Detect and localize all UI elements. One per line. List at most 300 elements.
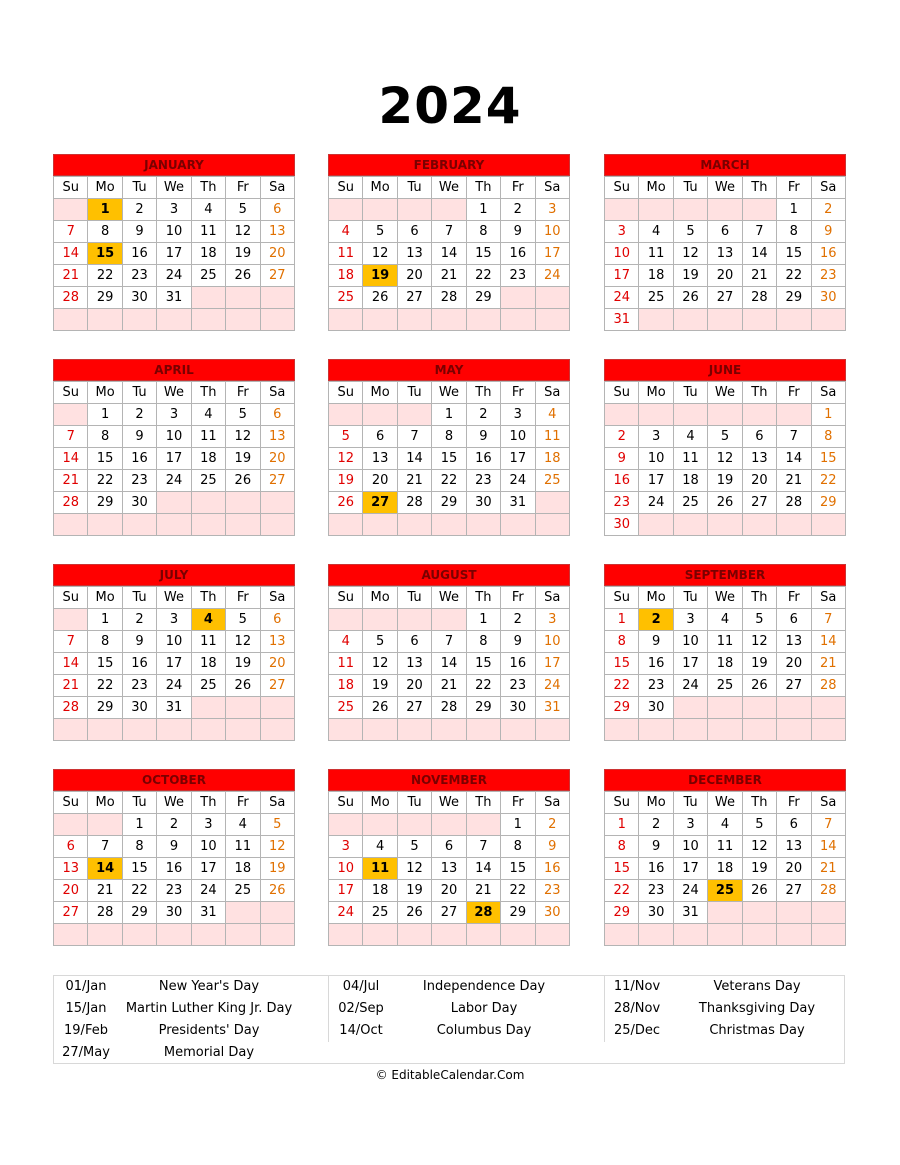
- weekday-header: Th: [191, 792, 225, 814]
- day-cell: 22: [88, 265, 122, 287]
- day-cell: 15: [605, 858, 639, 880]
- empty-day-cell: [54, 719, 88, 741]
- day-cell: 15: [88, 448, 122, 470]
- day-cell: 31: [535, 697, 569, 719]
- day-cell: 28: [432, 287, 466, 309]
- empty-day-cell: [742, 924, 776, 946]
- day-cell: 27: [777, 675, 811, 697]
- day-cell: 15: [501, 858, 535, 880]
- day-cell: 18: [191, 243, 225, 265]
- day-cell: 16: [122, 243, 156, 265]
- day-cell: 1: [122, 814, 156, 836]
- day-cell: 11: [329, 243, 363, 265]
- day-cell: 6: [777, 609, 811, 631]
- day-cell: 6: [777, 814, 811, 836]
- day-cell: 23: [501, 675, 535, 697]
- day-cell: 20: [260, 243, 294, 265]
- day-cell: 30: [122, 697, 156, 719]
- day-cell: 21: [54, 675, 88, 697]
- day-cell: 2: [122, 404, 156, 426]
- weekday-header: Fr: [226, 587, 260, 609]
- month-header: JUNE: [604, 359, 846, 381]
- empty-day-cell: [432, 814, 466, 836]
- holiday-name: Independence Day: [422, 979, 546, 994]
- day-cell: 16: [122, 653, 156, 675]
- day-cell: 4: [191, 404, 225, 426]
- holiday-day-cell: 2: [639, 609, 673, 631]
- day-cell: 12: [226, 221, 260, 243]
- empty-day-cell: [88, 924, 122, 946]
- day-cell: 16: [811, 243, 845, 265]
- day-cell: 3: [329, 836, 363, 858]
- day-cell: 9: [535, 836, 569, 858]
- weekday-header: Mo: [88, 587, 122, 609]
- day-cell: 12: [708, 448, 742, 470]
- day-cell: 19: [742, 858, 776, 880]
- month-header: JULY: [53, 564, 295, 586]
- empty-day-cell: [501, 309, 535, 331]
- empty-day-cell: [811, 902, 845, 924]
- day-cell: 17: [191, 858, 225, 880]
- day-cell: 25: [535, 470, 569, 492]
- weekday-header: Tu: [122, 792, 156, 814]
- day-cell: 20: [397, 265, 431, 287]
- empty-day-cell: [535, 924, 569, 946]
- empty-day-cell: [466, 719, 500, 741]
- weekday-header: Su: [329, 382, 363, 404]
- day-cell: 10: [605, 243, 639, 265]
- empty-day-cell: [639, 309, 673, 331]
- day-cell: 4: [639, 221, 673, 243]
- weekday-header: Su: [605, 177, 639, 199]
- day-cell: 28: [88, 902, 122, 924]
- holiday-name: Columbus Day: [436, 1023, 532, 1038]
- weekday-header: Tu: [397, 792, 431, 814]
- day-cell: 4: [708, 609, 742, 631]
- empty-day-cell: [432, 514, 466, 536]
- weekday-header: We: [432, 792, 466, 814]
- day-cell: 17: [673, 653, 707, 675]
- weekday-header: Su: [605, 587, 639, 609]
- empty-day-cell: [708, 719, 742, 741]
- day-cell: 14: [811, 836, 845, 858]
- weekday-header: Mo: [363, 177, 397, 199]
- day-cell: 2: [157, 814, 191, 836]
- empty-day-cell: [191, 287, 225, 309]
- weekday-header: We: [708, 587, 742, 609]
- day-cell: 16: [466, 448, 500, 470]
- day-cell: 17: [535, 243, 569, 265]
- day-cell: 14: [54, 448, 88, 470]
- month-june: [604, 359, 846, 536]
- holiday-row: [54, 998, 294, 1020]
- day-cell: 5: [742, 814, 776, 836]
- day-cell: 29: [432, 492, 466, 514]
- empty-day-cell: [260, 492, 294, 514]
- empty-day-cell: [432, 199, 466, 221]
- empty-day-cell: [708, 902, 742, 924]
- empty-day-cell: [397, 609, 431, 631]
- day-cell: 7: [742, 221, 776, 243]
- weekday-header: Fr: [777, 177, 811, 199]
- empty-day-cell: [466, 814, 500, 836]
- day-cell: 18: [535, 448, 569, 470]
- day-cell: 10: [535, 221, 569, 243]
- day-cell: 7: [54, 631, 88, 653]
- day-cell: 26: [226, 265, 260, 287]
- day-cell: 5: [226, 609, 260, 631]
- holiday-column: [329, 976, 569, 1065]
- month-header: MAY: [328, 359, 570, 381]
- empty-day-cell: [363, 514, 397, 536]
- weekday-header: Th: [742, 177, 776, 199]
- holiday-name: Presidents' Day: [158, 1023, 260, 1038]
- day-cell: 24: [535, 265, 569, 287]
- weekday-header: Th: [191, 382, 225, 404]
- day-cell: 19: [708, 470, 742, 492]
- holiday-row: [605, 1020, 845, 1042]
- day-cell: 11: [708, 631, 742, 653]
- day-cell: 9: [811, 221, 845, 243]
- day-cell: 5: [226, 404, 260, 426]
- weekday-header: Tu: [397, 177, 431, 199]
- weekday-header: Sa: [811, 382, 845, 404]
- day-cell: 1: [501, 814, 535, 836]
- weekday-header: Sa: [535, 792, 569, 814]
- day-cell: 8: [88, 426, 122, 448]
- day-cell: 16: [605, 470, 639, 492]
- empty-day-cell: [811, 719, 845, 741]
- month-march: [604, 154, 846, 331]
- day-cell: 7: [811, 609, 845, 631]
- day-cell: 24: [639, 492, 673, 514]
- day-cell: 31: [501, 492, 535, 514]
- day-cell: 29: [605, 902, 639, 924]
- month-april: [53, 359, 295, 536]
- weekday-header: Su: [329, 792, 363, 814]
- empty-day-cell: [122, 719, 156, 741]
- empty-day-cell: [639, 199, 673, 221]
- weekday-header: Fr: [501, 382, 535, 404]
- day-cell: 31: [605, 309, 639, 331]
- day-cell: 5: [708, 426, 742, 448]
- empty-day-cell: [54, 609, 88, 631]
- empty-day-cell: [501, 924, 535, 946]
- holiday-row: [54, 1042, 294, 1064]
- day-cell: 31: [157, 287, 191, 309]
- empty-day-cell: [742, 697, 776, 719]
- day-cell: 23: [639, 675, 673, 697]
- day-cell: 28: [811, 675, 845, 697]
- day-cell: 3: [157, 404, 191, 426]
- weekday-header: Th: [466, 587, 500, 609]
- weekday-header: Su: [605, 792, 639, 814]
- holiday-name: Christmas Day: [709, 1023, 805, 1038]
- weekday-header: Tu: [673, 587, 707, 609]
- day-cell: 18: [191, 653, 225, 675]
- day-cell: 8: [811, 426, 845, 448]
- day-cell: 16: [122, 448, 156, 470]
- month-august: [328, 564, 570, 741]
- day-cell: 19: [260, 858, 294, 880]
- day-cell: 5: [260, 814, 294, 836]
- day-cell: 21: [54, 470, 88, 492]
- empty-day-cell: [363, 404, 397, 426]
- day-cell: 25: [708, 675, 742, 697]
- weekday-header: Sa: [535, 177, 569, 199]
- holiday-date: 15/Jan: [65, 1001, 107, 1016]
- day-cell: 30: [639, 902, 673, 924]
- weekday-header: Th: [191, 587, 225, 609]
- empty-day-cell: [397, 719, 431, 741]
- weekday-header: Sa: [811, 587, 845, 609]
- day-cell: 13: [260, 221, 294, 243]
- holiday-name: Martin Luther King Jr. Day: [125, 1001, 293, 1016]
- weekday-header: Tu: [673, 382, 707, 404]
- empty-day-cell: [157, 924, 191, 946]
- day-cell: 3: [501, 404, 535, 426]
- day-cell: 6: [260, 404, 294, 426]
- day-cell: 23: [122, 675, 156, 697]
- day-cell: 10: [673, 836, 707, 858]
- day-cell: 9: [122, 631, 156, 653]
- day-cell: 22: [605, 675, 639, 697]
- day-cell: 15: [811, 448, 845, 470]
- empty-day-cell: [260, 309, 294, 331]
- day-cell: 2: [122, 199, 156, 221]
- empty-day-cell: [157, 514, 191, 536]
- day-cell: 28: [777, 492, 811, 514]
- day-cell: 24: [535, 675, 569, 697]
- day-cell: 16: [501, 243, 535, 265]
- holiday-day-cell: 19: [363, 265, 397, 287]
- weekday-header: Su: [54, 382, 88, 404]
- day-cell: 29: [466, 287, 500, 309]
- holiday-day-cell: 15: [88, 243, 122, 265]
- day-cell: 5: [363, 631, 397, 653]
- day-cell: 5: [226, 199, 260, 221]
- day-cell: 12: [742, 836, 776, 858]
- day-cell: 12: [226, 631, 260, 653]
- empty-day-cell: [329, 199, 363, 221]
- empty-day-cell: [777, 514, 811, 536]
- holiday-day-cell: 14: [88, 858, 122, 880]
- day-cell: 24: [605, 287, 639, 309]
- day-cell: 17: [157, 243, 191, 265]
- page-title: 2024: [378, 77, 522, 135]
- day-cell: 13: [742, 448, 776, 470]
- day-cell: 29: [777, 287, 811, 309]
- day-cell: 12: [329, 448, 363, 470]
- empty-day-cell: [673, 719, 707, 741]
- day-cell: 16: [639, 653, 673, 675]
- empty-day-cell: [742, 719, 776, 741]
- empty-day-cell: [260, 514, 294, 536]
- empty-day-cell: [191, 697, 225, 719]
- empty-day-cell: [777, 404, 811, 426]
- empty-day-cell: [54, 924, 88, 946]
- day-cell: 20: [742, 470, 776, 492]
- day-cell: 10: [157, 631, 191, 653]
- day-cell: 11: [226, 836, 260, 858]
- day-cell: 8: [88, 631, 122, 653]
- weekday-header: Su: [54, 792, 88, 814]
- day-cell: 4: [329, 631, 363, 653]
- day-cell: 18: [708, 858, 742, 880]
- weekday-header: Sa: [260, 792, 294, 814]
- day-cell: 6: [708, 221, 742, 243]
- day-cell: 18: [673, 470, 707, 492]
- day-cell: 2: [501, 609, 535, 631]
- day-cell: 12: [742, 631, 776, 653]
- day-cell: 25: [191, 675, 225, 697]
- holiday-row: [54, 1020, 294, 1042]
- day-cell: 2: [122, 609, 156, 631]
- day-cell: 9: [639, 631, 673, 653]
- weekday-header: Fr: [501, 177, 535, 199]
- day-cell: 25: [639, 287, 673, 309]
- day-cell: 2: [639, 814, 673, 836]
- column-divider: [328, 976, 329, 1042]
- day-cell: 6: [54, 836, 88, 858]
- weekday-header: Tu: [673, 792, 707, 814]
- month-header: NOVEMBER: [328, 769, 570, 791]
- day-cell: 8: [605, 836, 639, 858]
- holiday-day-cell: 4: [191, 609, 225, 631]
- holiday-date: 11/Nov: [613, 979, 661, 994]
- weekday-header: We: [157, 382, 191, 404]
- day-cell: 10: [329, 858, 363, 880]
- weekday-header: Mo: [88, 792, 122, 814]
- empty-day-cell: [329, 719, 363, 741]
- holiday-list: [53, 975, 845, 1064]
- day-cell: 31: [157, 697, 191, 719]
- day-cell: 15: [432, 448, 466, 470]
- day-cell: 24: [329, 902, 363, 924]
- empty-day-cell: [432, 309, 466, 331]
- day-cell: 14: [54, 653, 88, 675]
- empty-day-cell: [742, 902, 776, 924]
- weekday-header: Mo: [88, 177, 122, 199]
- day-cell: 5: [329, 426, 363, 448]
- month-october: [53, 769, 295, 946]
- weekday-header: Mo: [363, 587, 397, 609]
- holiday-date: 27/May: [62, 1045, 110, 1060]
- day-cell: 14: [811, 631, 845, 653]
- empty-day-cell: [397, 199, 431, 221]
- day-cell: 8: [88, 221, 122, 243]
- day-cell: 6: [397, 631, 431, 653]
- month-september: [604, 564, 846, 741]
- day-cell: 25: [329, 287, 363, 309]
- empty-day-cell: [54, 309, 88, 331]
- day-cell: 4: [708, 814, 742, 836]
- weekday-header: Su: [329, 177, 363, 199]
- day-cell: 8: [501, 836, 535, 858]
- day-cell: 1: [605, 609, 639, 631]
- day-cell: 2: [501, 199, 535, 221]
- weekday-header: Su: [329, 587, 363, 609]
- day-cell: 4: [329, 221, 363, 243]
- empty-day-cell: [122, 309, 156, 331]
- day-cell: 2: [605, 426, 639, 448]
- empty-day-cell: [329, 814, 363, 836]
- day-cell: 21: [777, 470, 811, 492]
- day-cell: 27: [777, 880, 811, 902]
- empty-day-cell: [157, 719, 191, 741]
- weekday-header: We: [432, 382, 466, 404]
- day-cell: 23: [605, 492, 639, 514]
- day-cell: 27: [708, 287, 742, 309]
- day-cell: 12: [226, 426, 260, 448]
- day-cell: 23: [122, 470, 156, 492]
- day-cell: 21: [432, 675, 466, 697]
- day-cell: 7: [777, 426, 811, 448]
- day-cell: 13: [260, 426, 294, 448]
- weekday-header: Mo: [639, 177, 673, 199]
- holiday-name: Memorial Day: [163, 1045, 255, 1060]
- empty-day-cell: [363, 924, 397, 946]
- day-cell: 12: [260, 836, 294, 858]
- empty-day-cell: [88, 814, 122, 836]
- day-cell: 26: [329, 492, 363, 514]
- day-cell: 25: [363, 902, 397, 924]
- day-cell: 18: [708, 653, 742, 675]
- day-cell: 15: [466, 243, 500, 265]
- holiday-row: [329, 1020, 569, 1042]
- empty-day-cell: [742, 404, 776, 426]
- empty-day-cell: [708, 404, 742, 426]
- empty-day-cell: [226, 719, 260, 741]
- day-cell: 30: [811, 287, 845, 309]
- month-header: APRIL: [53, 359, 295, 381]
- weekday-header: We: [708, 792, 742, 814]
- day-cell: 29: [88, 697, 122, 719]
- day-cell: 29: [88, 492, 122, 514]
- holiday-date: 14/Oct: [339, 1023, 383, 1038]
- day-cell: 21: [742, 265, 776, 287]
- day-cell: 29: [501, 902, 535, 924]
- weekday-header: We: [157, 792, 191, 814]
- day-cell: 19: [363, 675, 397, 697]
- day-cell: 16: [157, 858, 191, 880]
- empty-day-cell: [122, 514, 156, 536]
- day-cell: 30: [535, 902, 569, 924]
- weekday-header: We: [157, 587, 191, 609]
- day-cell: 27: [397, 287, 431, 309]
- day-cell: 25: [329, 697, 363, 719]
- weekday-header: Fr: [226, 177, 260, 199]
- day-cell: 26: [260, 880, 294, 902]
- day-cell: 30: [639, 697, 673, 719]
- day-cell: 15: [605, 653, 639, 675]
- day-cell: 3: [535, 199, 569, 221]
- empty-day-cell: [811, 924, 845, 946]
- weekday-header: Mo: [639, 792, 673, 814]
- empty-day-cell: [54, 514, 88, 536]
- empty-day-cell: [811, 514, 845, 536]
- day-cell: 24: [157, 470, 191, 492]
- weekday-header: Tu: [397, 382, 431, 404]
- day-cell: 22: [88, 470, 122, 492]
- day-cell: 28: [54, 492, 88, 514]
- empty-day-cell: [432, 609, 466, 631]
- day-cell: 26: [708, 492, 742, 514]
- empty-day-cell: [329, 514, 363, 536]
- month-header: JANUARY: [53, 154, 295, 176]
- day-cell: 10: [157, 221, 191, 243]
- holiday-row: [605, 998, 845, 1020]
